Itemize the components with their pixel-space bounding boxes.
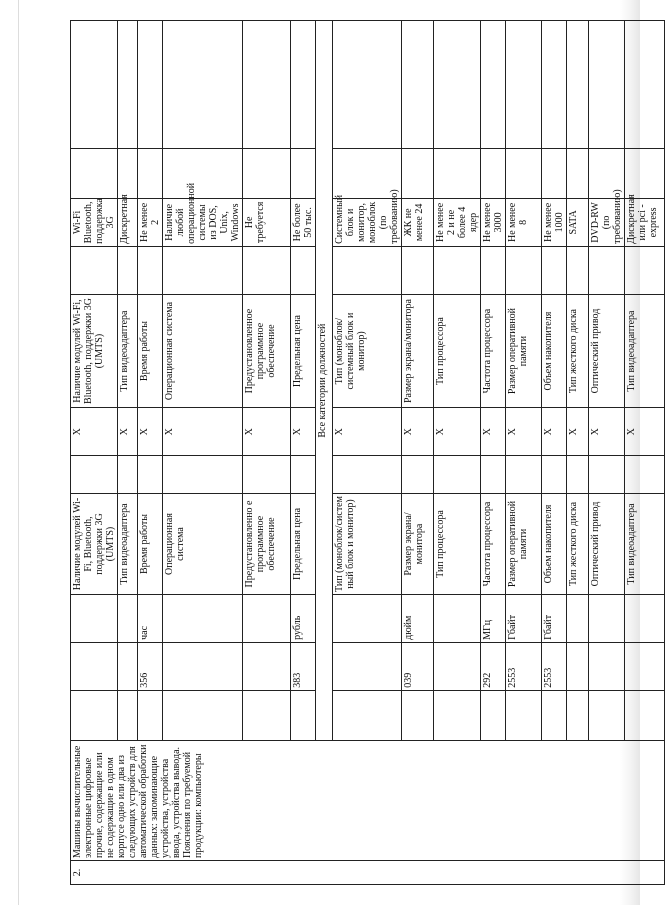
empty-cell [243, 148, 291, 198]
characteristic-name-2: Размер оперативной памяти [506, 294, 542, 408]
empty-cell [118, 246, 138, 294]
okei-code: 383 [291, 642, 316, 690]
characteristic-name-2: Предустановленное программное обеспечение [243, 294, 291, 408]
cross-mark: X [567, 408, 589, 456]
characteristic-name: Наличие модулей Wi-Fi, Bluetooth, поддержки 3G (UMTS) [71, 494, 118, 595]
row-number: 2. [71, 861, 665, 885]
empty-cell [567, 21, 589, 149]
empty-cell [243, 456, 291, 494]
empty-cell [118, 148, 138, 198]
empty-cell [434, 456, 481, 494]
okei-code [589, 642, 625, 690]
empty-cell [434, 21, 481, 149]
empty-cell [481, 148, 506, 198]
empty-cell [291, 148, 316, 198]
characteristic-value: Не менее 2 и не более 4 ядер [434, 198, 481, 246]
empty-cell [402, 246, 434, 294]
characteristic-name-2: Объем накопителя [542, 294, 567, 408]
empty-cell [138, 690, 163, 740]
characteristic-name: Время работы [138, 494, 163, 595]
empty-cell [333, 456, 402, 494]
empty-cell [481, 21, 506, 149]
characteristic-name-2: Тип жесткого диска [567, 294, 589, 408]
empty-cell [542, 148, 567, 198]
okei-code: 2553 [542, 642, 567, 690]
okei-code [625, 642, 665, 690]
empty-cell [542, 246, 567, 294]
empty-cell [481, 456, 506, 494]
characteristic-name-2: Тип видеоадаптера [118, 294, 138, 408]
empty-cell [291, 456, 316, 494]
cross-mark: X [402, 408, 434, 456]
empty-cell [138, 456, 163, 494]
characteristic-value: ЖК не менее 24 [402, 198, 434, 246]
cross-mark: X [481, 408, 506, 456]
characteristic-value: Системный блок и монитор, моноблок (по требованию) [333, 198, 402, 246]
characteristic-name-2: Предельная цена [291, 294, 316, 408]
empty-cell [291, 21, 316, 149]
table-row [71, 21, 118, 885]
cross-mark: X [138, 408, 163, 456]
empty-cell [333, 246, 402, 294]
cross-mark: X [71, 408, 118, 456]
characteristic-value: SATA [567, 198, 589, 246]
characteristic-value: Не менее 1000 [542, 198, 567, 246]
okei-code [71, 642, 118, 690]
unit-name: дюйм [402, 594, 434, 642]
unit-name: час [138, 594, 163, 642]
empty-cell [567, 690, 589, 740]
unit-name: рубль [291, 594, 316, 642]
empty-cell [506, 148, 542, 198]
empty-cell [291, 246, 316, 294]
unit-name: МГц [481, 594, 506, 642]
empty-cell [402, 456, 434, 494]
empty-cell [402, 148, 434, 198]
empty-cell [567, 456, 589, 494]
empty-cell [434, 690, 481, 740]
empty-cell [506, 690, 542, 740]
unit-name [333, 594, 402, 642]
characteristic-name: Размер экрана/монитора [402, 494, 434, 595]
empty-cell [402, 690, 434, 740]
unit-name [163, 594, 243, 642]
characteristic-name-2: Тип процессора [434, 294, 481, 408]
characteristic-value: Не более 50 тыс. [291, 198, 316, 246]
empty-cell [625, 21, 665, 149]
okei-code [567, 642, 589, 690]
unit-name [625, 594, 665, 642]
characteristic-value: Дискретная [118, 198, 138, 246]
empty-cell [71, 690, 118, 740]
empty-cell [163, 246, 243, 294]
characteristic-name: Тип жесткого диска [567, 494, 589, 595]
empty-cell [589, 246, 625, 294]
cross-mark: X [542, 408, 567, 456]
characteristic-value: Дискретная или pci - express [625, 198, 665, 246]
characteristic-name: Частота процессора [481, 494, 506, 595]
empty-cell [71, 148, 118, 198]
characteristic-name: Тип видеоадаптера [625, 494, 665, 595]
empty-cell [402, 21, 434, 149]
empty-cell [333, 690, 402, 740]
empty-cell [138, 21, 163, 149]
cross-mark: X [163, 408, 243, 456]
empty-cell [589, 456, 625, 494]
empty-cell [118, 456, 138, 494]
empty-cell [71, 21, 118, 149]
empty-cell [118, 690, 138, 740]
empty-cell [506, 21, 542, 149]
characteristic-value: DVD-RW (по требованию) [589, 198, 625, 246]
empty-cell [625, 246, 665, 294]
empty-cell [625, 690, 665, 740]
characteristic-value: Не менее 8 [506, 198, 542, 246]
unit-name [118, 594, 138, 642]
characteristic-name: Предустановленно е программное обеспечение [243, 494, 291, 595]
empty-cell [481, 690, 506, 740]
cross-mark: X [506, 408, 542, 456]
characteristic-value: Не менее 2 [138, 198, 163, 246]
empty-cell [118, 21, 138, 149]
okei-code: 356 [138, 642, 163, 690]
cross-mark: X [333, 408, 402, 456]
empty-cell [542, 21, 567, 149]
cross-mark: X [118, 408, 138, 456]
okei-code [333, 642, 402, 690]
characteristic-value: Wi-Fi Bluetooth, поддержка 3G [71, 198, 118, 246]
characteristic-name: Размер оперативной памяти [506, 494, 542, 595]
characteristic-name-2: Время работы [138, 294, 163, 408]
empty-cell [291, 690, 316, 740]
characteristic-name-2: Операционная система [163, 294, 243, 408]
okei-code: 2553 [506, 642, 542, 690]
empty-cell [138, 148, 163, 198]
unit-name: Гбайт [542, 594, 567, 642]
empty-cell [506, 246, 542, 294]
unit-name: Гбайт [506, 594, 542, 642]
empty-cell [243, 246, 291, 294]
characteristic-name: Оптический привод [589, 494, 625, 595]
empty-cell [625, 148, 665, 198]
characteristic-name: Объем накопителя [542, 494, 567, 595]
characteristic-name: Операционная система [163, 494, 243, 595]
empty-cell [542, 456, 567, 494]
cross-mark: X [589, 408, 625, 456]
characteristic-name: Тип видеоадаптера [118, 494, 138, 595]
unit-name [71, 594, 118, 642]
okei-code [243, 642, 291, 690]
empty-cell [481, 246, 506, 294]
empty-cell [567, 246, 589, 294]
okei-code: 292 [481, 642, 506, 690]
characteristic-name-2: Оптический привод [589, 294, 625, 408]
characteristic-value: Не менее 3000 [481, 198, 506, 246]
empty-cell [434, 246, 481, 294]
empty-cell [567, 148, 589, 198]
empty-cell [589, 690, 625, 740]
cross-mark: X [434, 408, 481, 456]
characteristic-name-2: Размер экрана/монитора [402, 294, 434, 408]
empty-cell [163, 456, 243, 494]
characteristic-name: Тип (моноблок/систем ный блок и монитор) [333, 494, 402, 595]
empty-cell [542, 690, 567, 740]
characteristic-name-2: Наличие модулей Wi-Fi, Bluetooth, поддержки 3G (UMTS) [71, 294, 118, 408]
empty-cell [163, 690, 243, 740]
cross-mark: X [625, 408, 665, 456]
empty-cell [434, 148, 481, 198]
empty-cell [163, 21, 243, 149]
unit-name [567, 594, 589, 642]
empty-cell [138, 246, 163, 294]
characteristic-value: Наличие любой операционной системы из DOS, Unix, Windows [163, 198, 243, 246]
okei-code: 039 [402, 642, 434, 690]
characteristic-name: Предельная цена [291, 494, 316, 595]
okei-code [434, 642, 481, 690]
empty-cell [589, 21, 625, 149]
unit-name [434, 594, 481, 642]
cross-mark: X [243, 408, 291, 456]
unit-name [589, 594, 625, 642]
okei-code [118, 642, 138, 690]
category-label: Все категории должностей [316, 21, 333, 741]
empty-cell [163, 148, 243, 198]
empty-cell [71, 246, 118, 294]
empty-cell [243, 690, 291, 740]
characteristic-name-2: Тип (моноблок/системный блок и монитор) [333, 294, 402, 408]
cross-mark: X [291, 408, 316, 456]
characteristic-value: Не требуется [243, 198, 291, 246]
characteristic-name-2: Частота процессора [481, 294, 506, 408]
characteristic-name: Тип процессора [434, 494, 481, 595]
unit-name [243, 594, 291, 642]
okei-code [163, 642, 243, 690]
empty-cell [625, 456, 665, 494]
empty-cell [71, 456, 118, 494]
characteristic-name-2: Тип видеоадаптера [625, 294, 665, 408]
empty-cell [243, 21, 291, 149]
item-description: Машины вычислительные электронные цифровые прочие, содержащие или не содержащие в одном корпусе одно или два из следующих устройств для автоматической обработки данных: запоминающие устройства, устройства ввода, устройства вывода. Пояснения по требуемой продукции: компьютеры [71, 741, 665, 861]
empty-cell [333, 21, 402, 149]
empty-cell [506, 456, 542, 494]
requirements-table [70, 20, 665, 885]
